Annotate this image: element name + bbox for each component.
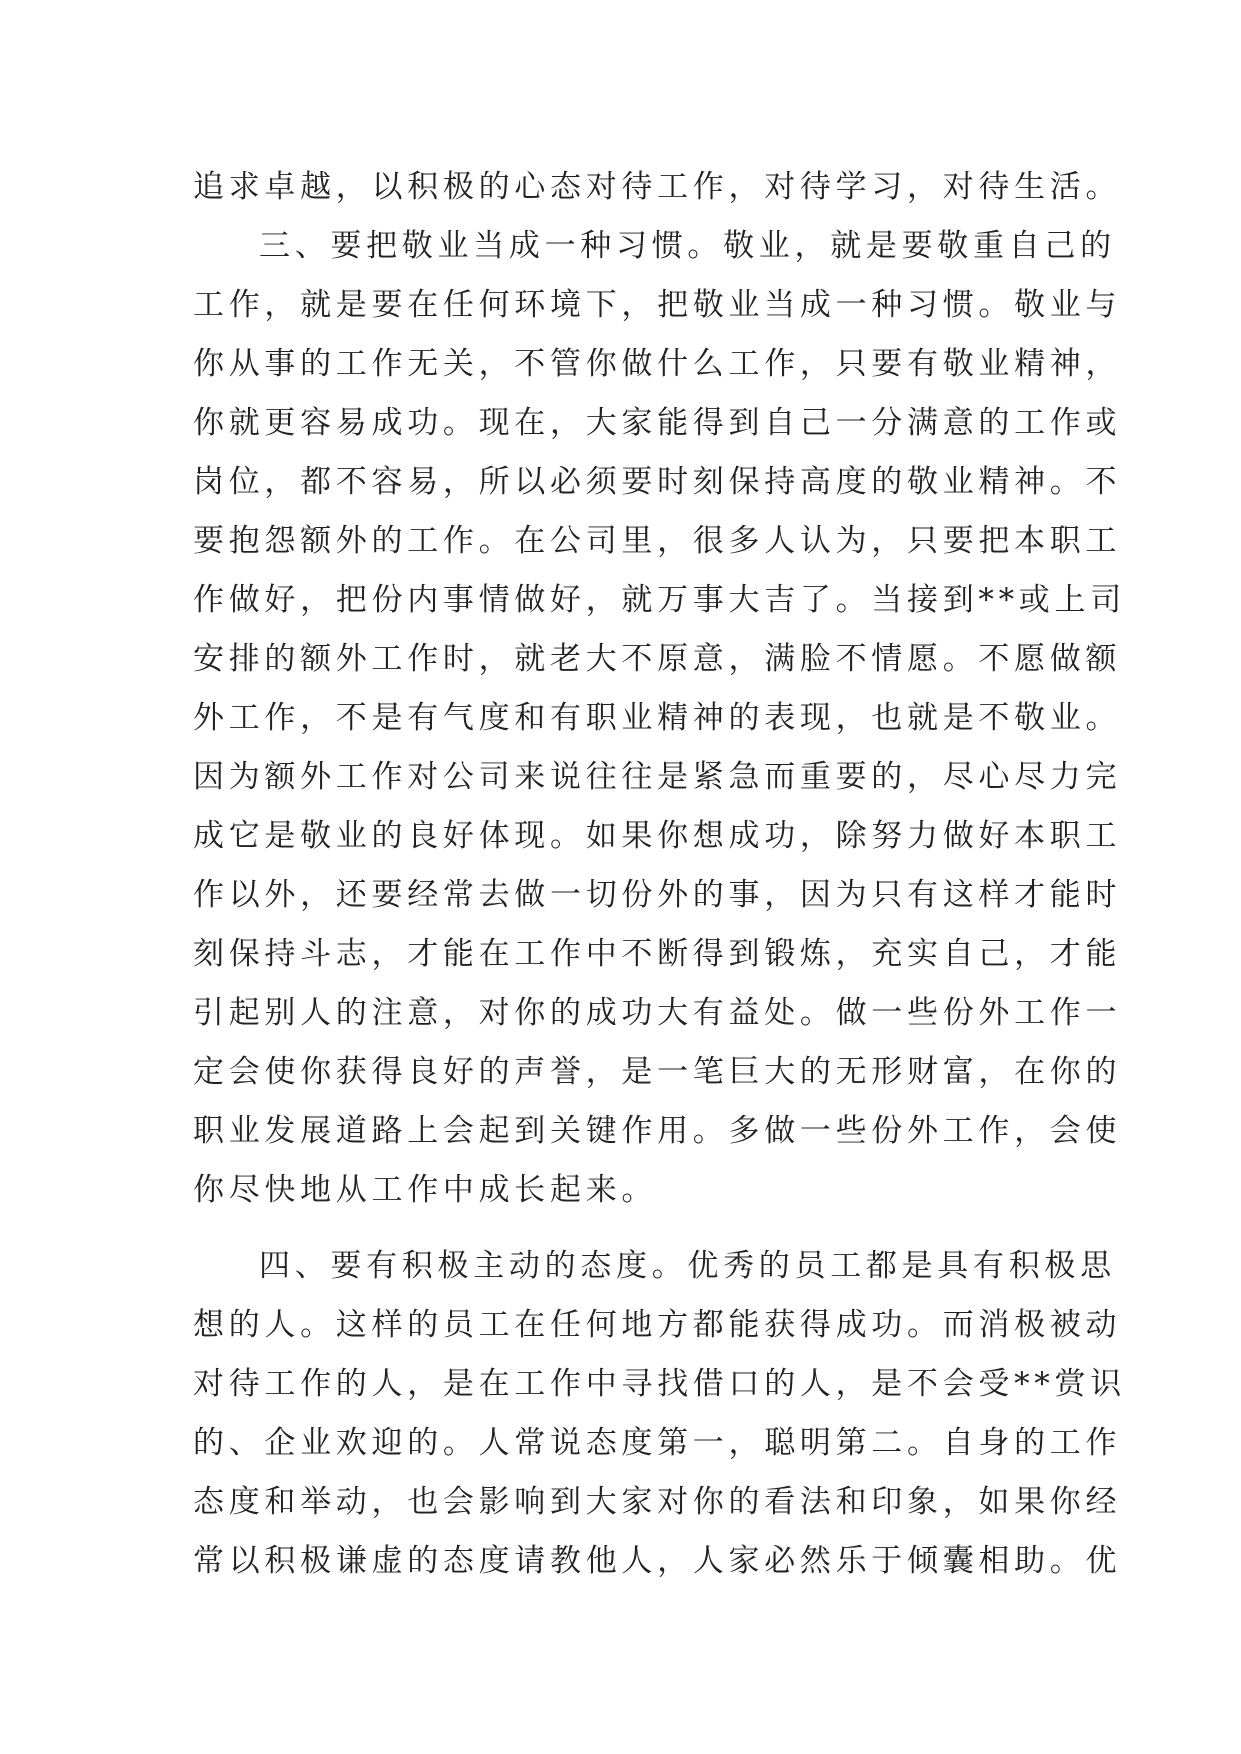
text-line: 定会使你获得良好的声誉，是一笔巨大的无形财富，在你的 (193, 1054, 1122, 1090)
text-line: 想的人。这样的员工在任何地方都能获得成功。而消极被动 (193, 1307, 1122, 1343)
text-line: 作做好，把份内事情做好，就万事大吉了。当接到**或上司 (193, 582, 1126, 618)
text-line: 你尽快地从工作中成长起来。 (193, 1172, 658, 1208)
section-heading-line: 四、要有积极主动的态度。优秀的员工都是具有积极思 (259, 1248, 1116, 1284)
text-line: 成它是敬业的良好体现。如果你想成功，除努力做好本职工 (193, 818, 1122, 854)
text-line: 安排的额外工作时，就老大不原意，满脸不情愿。不愿做额 (193, 641, 1122, 677)
text-line: 刻保持斗志，才能在工作中不断得到锻炼，充实自己，才能 (193, 936, 1122, 972)
text-line: 追求卓越，以积极的心态对待工作，对待学习，对待生活。 (193, 169, 1122, 205)
text-line: 要抱怨额外的工作。在公司里，很多人认为，只要把本职工 (193, 523, 1122, 559)
text-line: 岗位，都不容易，所以必须要时刻保持高度的敬业精神。不 (193, 464, 1122, 500)
text-line: 职业发展道路上会起到关键作用。多做一些份外工作，会使 (193, 1113, 1122, 1149)
text-line: 作以外，还要经常去做一切份外的事，因为只有这样才能时 (193, 877, 1122, 913)
text-line: 外工作，不是有气度和有职业精神的表现，也就是不敬业。 (193, 700, 1122, 736)
document-body (193, 158, 1126, 1591)
text-line: 你就更容易成功。现在，大家能得到自己一分满意的工作或 (193, 405, 1122, 441)
text-line: 常以积极谦虚的态度请教他人，人家必然乐于倾囊相助。优 (193, 1543, 1122, 1579)
section-heading-line: 三、要把敬业当成一种习惯。敬业，就是要敬重自己的 (259, 228, 1116, 264)
text-line: 你从事的工作无关，不管你做什么工作，只要有敬业精神， (193, 346, 1122, 382)
text-line: 的、企业欢迎的。人常说态度第一，聪明第二。自身的工作 (193, 1425, 1122, 1461)
text-line: 工作，就是要在任何环境下，把敬业当成一种习惯。敬业与 (193, 287, 1122, 323)
text-line: 引起别人的注意，对你的成功大有益处。做一些份外工作一 (193, 995, 1122, 1031)
text-line: 对待工作的人，是在工作中寻找借口的人，是不会受**赏识 (193, 1366, 1126, 1402)
text-line: 因为额外工作对公司来说往往是紧急而重要的，尽心尽力完 (193, 759, 1122, 795)
text-line: 态度和举动，也会影响到大家对你的看法和印象，如果你经 (193, 1484, 1122, 1520)
